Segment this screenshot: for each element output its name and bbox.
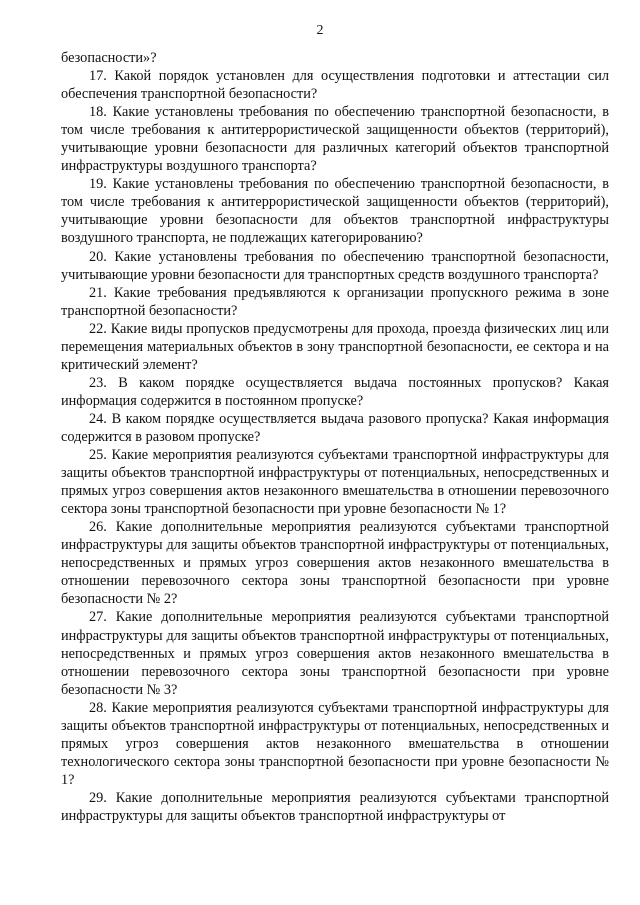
- question-29: 29. Какие дополнительные мероприятия реализуются субъектами транспортной инфраструктуры для защиты объектов транспортной инфраструктуры от: [61, 789, 609, 824]
- question-27: 27. Какие дополнительные мероприятия реализуются субъектами транспортной инфраструктуры для защиты объектов транспортной инфраструктуры от потенциальных, непосредственных и прямых угроз совершения актов незаконного вмешательства в отношении перевозочного сектора зоны транспортной безопасности при уровне безопасности № 3?: [61, 609, 609, 698]
- question-22: 22. Какие виды пропусков предусмотрены для прохода, проезда физических лиц или перемещения материальных объектов в зону транспортной безопасности, ее сектора и на критический элемент?: [61, 320, 609, 373]
- question-28: 28. Какие мероприятия реализуются субъектами транспортной инфраструктуры для защиты объектов транспортной инфраструктуры от потенциальных, непосредственных и прямых угроз совершения актов незаконного вмешательства в отношении технологического сектора зоны транспортной безопасности при уровне безопасности № 1?: [61, 699, 609, 788]
- question-26: 26. Какие дополнительные мероприятия реализуются субъектами транспортной инфраструктуры для защиты объектов транспортной инфраструктуры от потенциальных, непосредственных и прямых угроз совершения актов незаконного вмешательства в отношении перевозочного сектора зоны транспортной безопасности при уровне безопасности № 2?: [61, 519, 609, 608]
- question-20: 20. Какие установлены требования по обеспечению транспортной безопасности, учитывающие уровни безопасности для транспортных средств воздушного транспорта?: [61, 248, 609, 283]
- question-25: 25. Какие мероприятия реализуются субъектами транспортной инфраструктуры для защиты объектов транспортной инфраструктуры от потенциальных, непосредственных и прямых угроз совершения актов незаконного вмешательства в отношении перевозочного сектора зоны транспортной безопасности при уровне безопасности № 1?: [61, 447, 609, 518]
- paragraph-continuation: безопасности»?: [61, 50, 157, 66]
- page-number: 2: [316, 23, 324, 38]
- question-19: 19. Какие установлены требования по обеспечению транспортной безопасности, в том числе требования к антитеррористической защищенности объектов (территорий), учитывающие уровни безопасности для объектов транспортной инфраструктуры воздушного транспорта, не подлежащих категорированию?: [61, 176, 609, 247]
- question-23: 23. В каком порядке осуществляется выдача постоянных пропусков? Какая информация содержится в постоянном пропуске?: [61, 374, 609, 409]
- question-18: 18. Какие установлены требования по обеспечению транспортной безопасности, в том числе требования к антитеррористической защищенности объектов (территорий), учитывающие уровни безопасности для различных категорий объектов транспортной инфраструктуры воздушного транспорта?: [61, 104, 609, 175]
- document-body: [61, 49, 609, 825]
- question-24: 24. В каком порядке осуществляется выдача разового пропуска? Какая информация содержится в разовом пропуске?: [61, 410, 609, 445]
- question-21: 21. Какие требования предъявляются к организации пропускного режима в зоне транспортной безопасности?: [61, 284, 609, 319]
- question-17: 17. Какой порядок установлен для осуществления подготовки и аттестации сил обеспечения транспортной безопасности?: [61, 68, 609, 103]
